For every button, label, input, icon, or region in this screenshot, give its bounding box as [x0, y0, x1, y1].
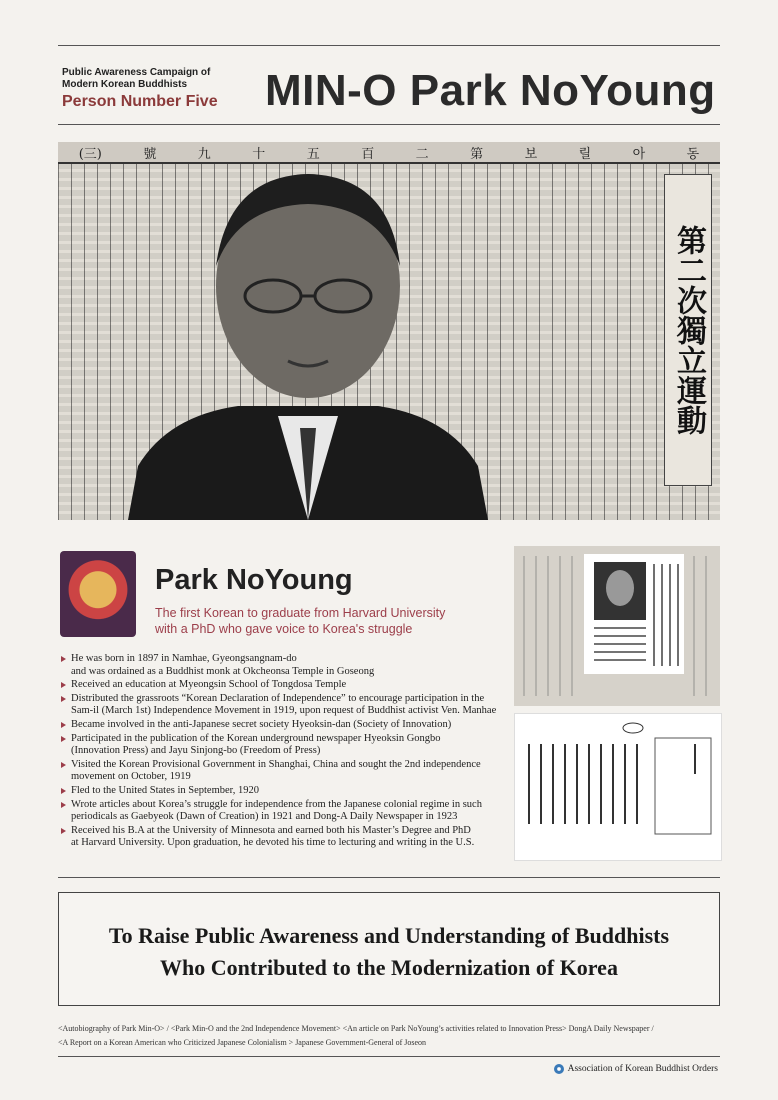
masthead-char: (三): [78, 146, 102, 162]
masthead-char: 九: [197, 146, 211, 162]
profile-photo: [60, 551, 136, 637]
newspaper-clipping-image: [514, 546, 720, 706]
organization-credit: [554, 1064, 718, 1074]
campaign-label: [62, 67, 210, 91]
profile-name: Park NoYoung: [155, 564, 353, 596]
bio-text: Received his B.A at the University of Minnesota and earned both his Master’s Degree and PhD: [71, 824, 471, 836]
bio-item: [60, 759, 500, 784]
bio-item: [60, 719, 500, 732]
bio-list: [60, 653, 500, 851]
bio-item: [60, 693, 500, 718]
bio-text: Participated in the publication of the Korean underground newspaper Hyeoksin Gongbo: [71, 732, 441, 744]
organization-name: Association of Korean Buddhist Orders: [567, 1064, 718, 1074]
headline-text: 第二次獨立運動: [671, 225, 706, 435]
lotus-logo-icon: [554, 1064, 564, 1074]
masthead-char: 五: [306, 146, 320, 162]
bio-text: and was ordained as a Buddhist monk at Okcheonsa Temple in Goseong: [71, 665, 375, 677]
bio-text: Sam-il (March 1st) Independence Movement in 1919, upon request of Buddhist activist Ven. Manhae: [71, 705, 497, 717]
newspaper-masthead: [58, 142, 720, 164]
subtitle-line2: with a PhD who gave voice to Korea's struggle: [155, 622, 413, 636]
bio-text: Distributed the grassroots “Korean Declaration of Independence” to encourage participation in the: [71, 692, 485, 704]
masthead-char: 아: [632, 146, 646, 162]
bottom-rule: [58, 1056, 720, 1057]
bio-item: [60, 733, 500, 758]
masthead-char: 동: [686, 146, 700, 162]
reference-line2: <A Report on a Korean American who Criticized Japanese Colonialism > Japanese Government-General of Joseon: [58, 1038, 427, 1047]
profile-subtitle: [155, 605, 515, 637]
masthead-char: 二: [415, 146, 429, 162]
mid-rule: [58, 877, 720, 878]
masthead-char: 十: [252, 146, 266, 162]
report-graphic: [515, 714, 721, 860]
page-title: MIN-O Park NoYoung: [265, 66, 716, 115]
banner-line2: Who Contributed to the Modernization of Korea: [160, 955, 618, 980]
masthead-char: 보: [524, 146, 538, 162]
bio-item: [60, 653, 500, 678]
bio-item: [60, 799, 500, 824]
hero-newspaper-image: [58, 142, 720, 520]
title-rule: [58, 124, 720, 125]
newspaper-headline: [664, 174, 712, 486]
bio-text: Fled to the United States in September, 1920: [71, 784, 259, 796]
masthead-char: 第: [470, 146, 484, 162]
masthead-char: 號: [143, 146, 157, 162]
references: [58, 1022, 728, 1050]
masthead-char: 릴: [578, 146, 592, 162]
masthead-char: 百: [361, 146, 375, 162]
subtitle-line1: The first Korean to graduate from Harvard University: [155, 606, 446, 620]
bio-text: Wrote articles about Korea’s struggle for independence from the Japanese colonial regime in such: [71, 798, 482, 810]
bio-item: [60, 825, 500, 850]
bio-text: at Harvard University. Upon graduation, he devoted his time to lecturing and writing in the U.S.: [71, 837, 475, 849]
bio-text: Visited the Korean Provisional Government in Shanghai, China and sought the 2nd independence: [71, 758, 481, 770]
bio-text: Received an education at Myeongsin School of Tongdosa Temple: [71, 679, 347, 691]
bio-text: movement on October, 1919: [71, 771, 191, 783]
clipping-graphic: [514, 546, 720, 706]
banner-line1: To Raise Public Awareness and Understanding of Buddhists: [108, 923, 670, 948]
campaign-line1: Public Awareness Campaign of: [62, 67, 211, 78]
government-report-image: [514, 713, 722, 861]
bio-item: [60, 679, 500, 692]
bio-text: periodicals as Gaebyeok (Dawn of Creation) in 1921 and Dong-A Daily Newspaper in 1923: [71, 811, 458, 823]
reference-line1: <Autobiography of Park Min-O> / <Park Min-O and the 2nd Independence Movement> <An article on Park NoYoung’s activities related to Innovation Press> DongA Daily Newspaper /: [58, 1024, 654, 1033]
campaign-line2: Modern Korean Buddhists: [62, 79, 188, 90]
portrait-photo: [128, 166, 488, 520]
top-rule: [58, 45, 720, 46]
campaign-banner: [58, 892, 720, 1006]
bio-item: [60, 785, 500, 798]
bio-text: He was born in 1897 in Namhae, Gyeongsangnam-do: [71, 653, 297, 664]
person-number: Person Number Five: [62, 93, 218, 110]
bio-text: Became involved in the anti-Japanese secret society Hyeoksin-dan (Society of Innovation): [71, 718, 452, 730]
bio-text: (Innovation Press) and Jayu Sinjong-bo (Freedom of Press): [71, 745, 321, 757]
